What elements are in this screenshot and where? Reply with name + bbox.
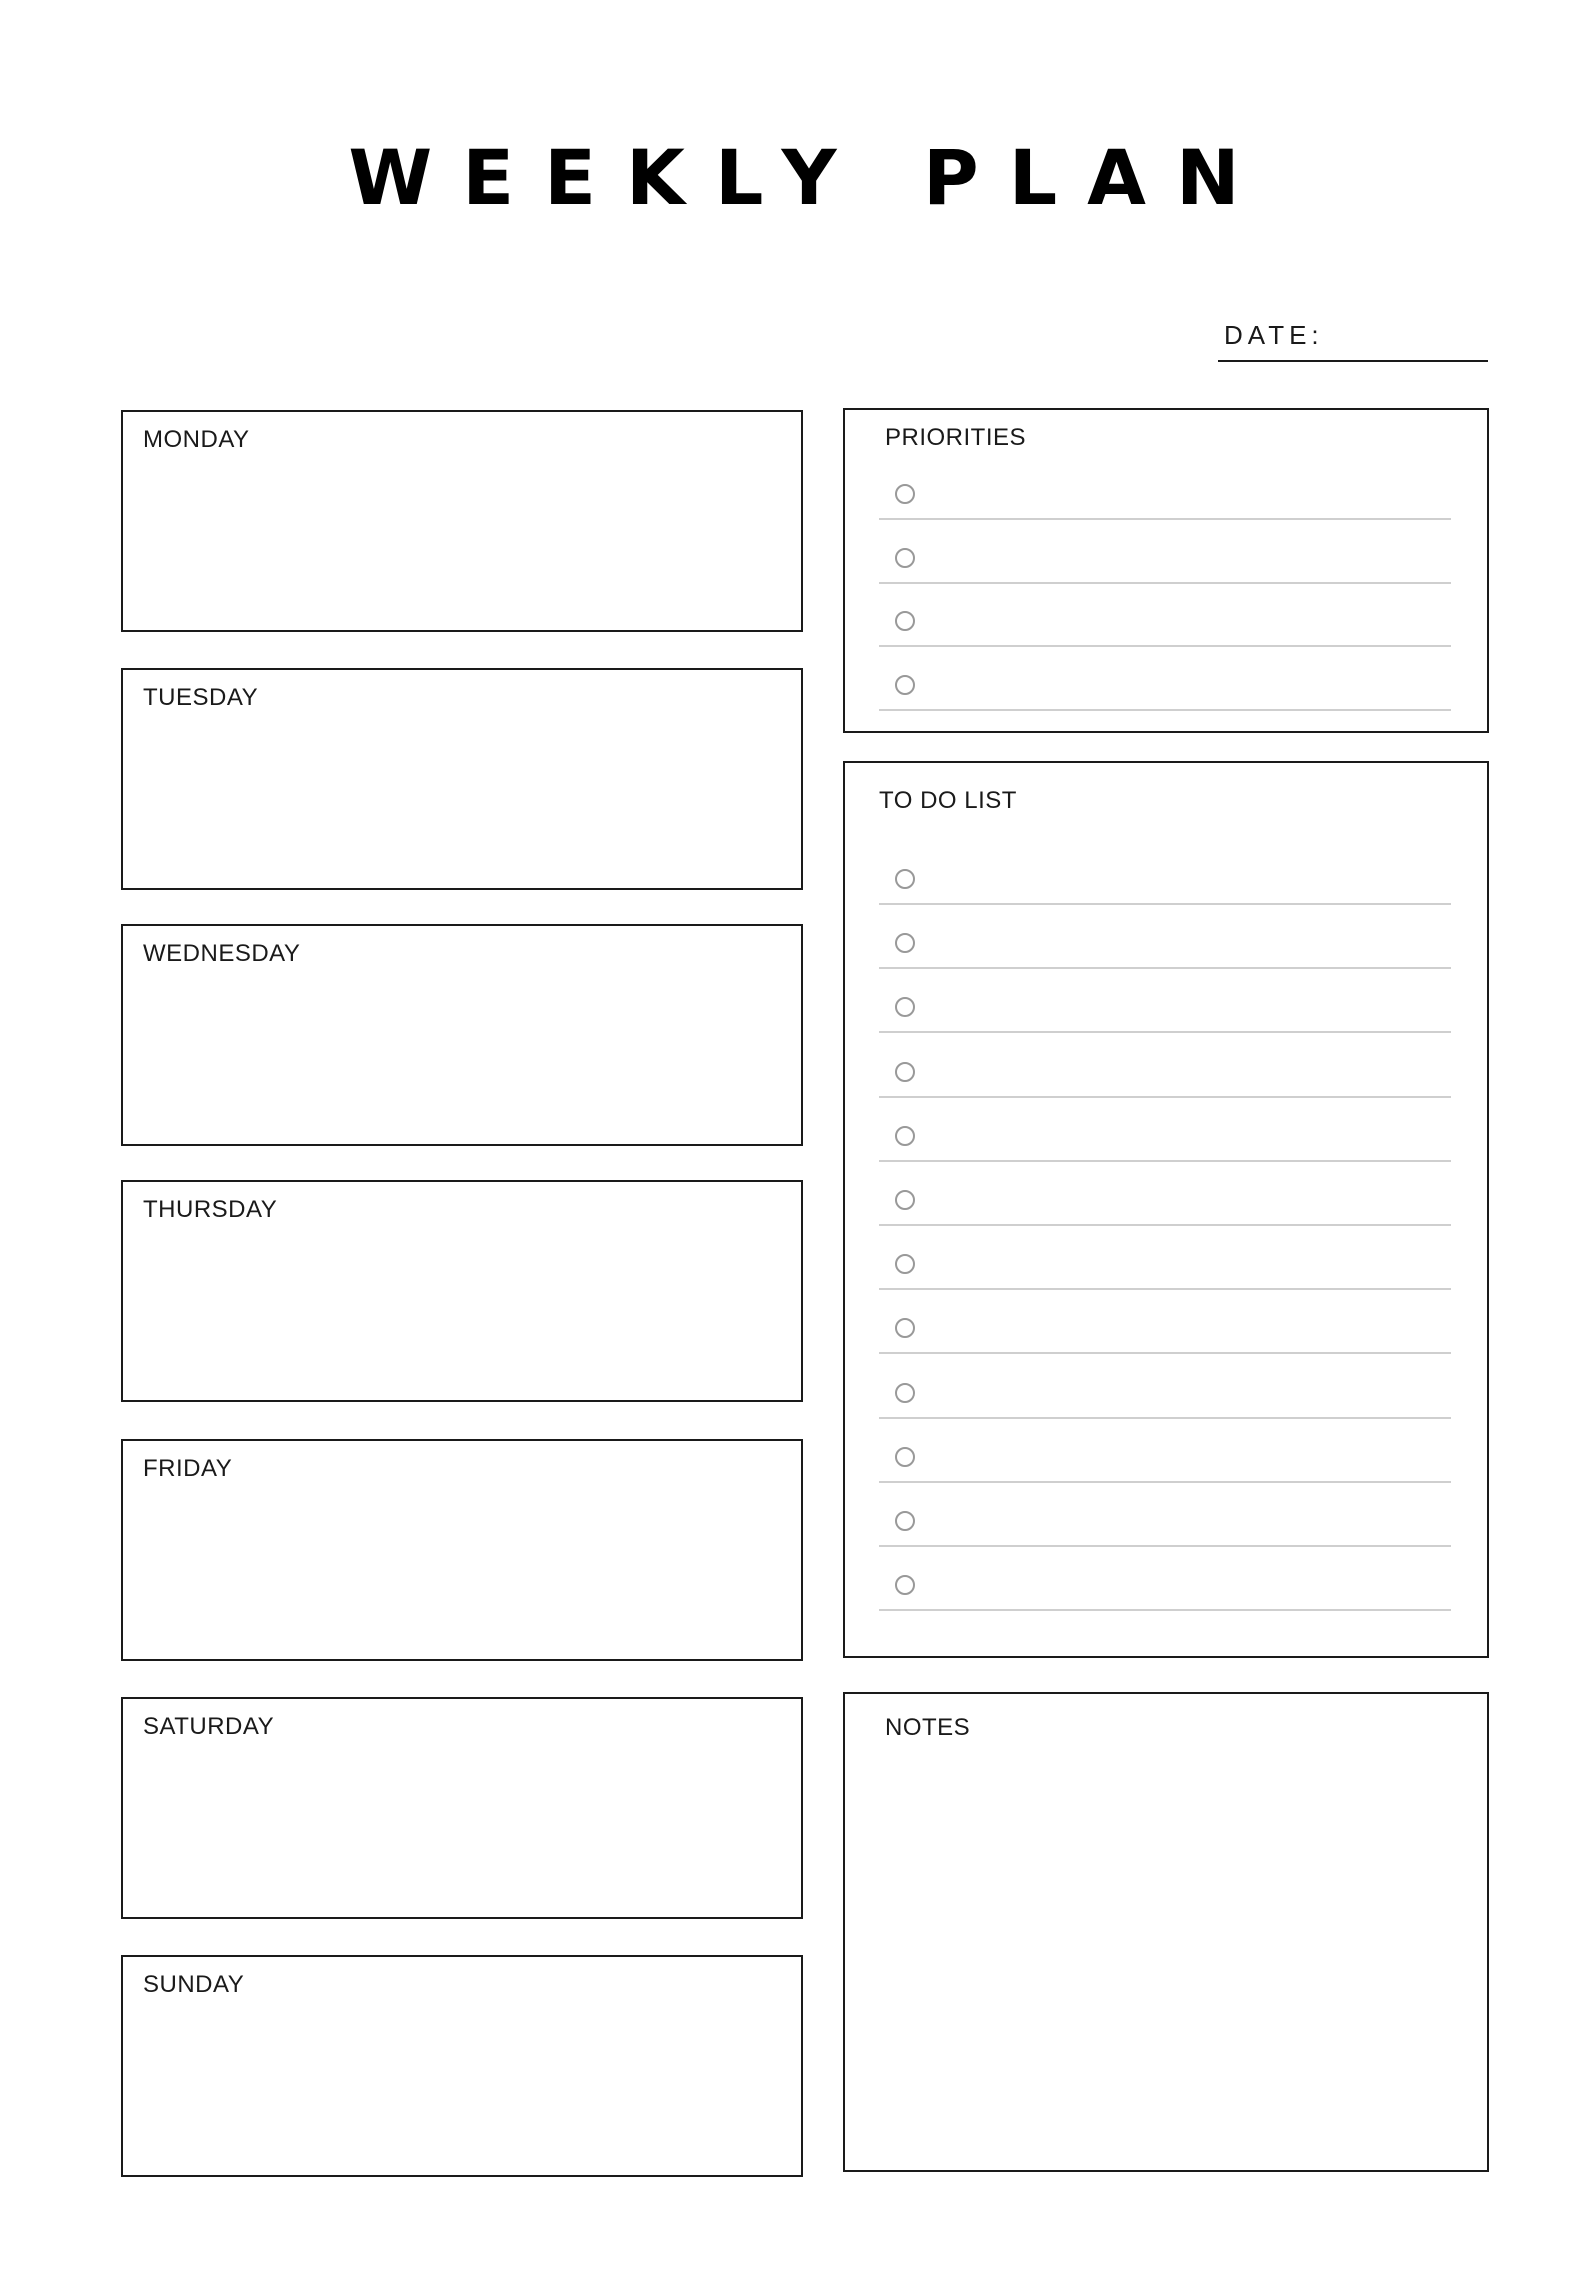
checkbox-circle-icon[interactable]: [895, 1062, 915, 1082]
todo-row[interactable]: [879, 1116, 1451, 1162]
day-label: WEDNESDAY: [143, 940, 301, 967]
date-field[interactable]: [1218, 316, 1488, 362]
priorities-label: PRIORITIES: [885, 424, 1027, 451]
todo-row[interactable]: [879, 1052, 1451, 1098]
day-box-saturday[interactable]: [121, 1697, 803, 1919]
checkbox-circle-icon[interactable]: [895, 1126, 915, 1146]
checkbox-circle-icon[interactable]: [895, 933, 915, 953]
checkbox-circle-icon[interactable]: [895, 1254, 915, 1274]
checkbox-circle-icon[interactable]: [895, 1447, 915, 1467]
priority-row[interactable]: [879, 474, 1451, 520]
todo-row[interactable]: [879, 1373, 1451, 1419]
checkbox-circle-icon[interactable]: [895, 1383, 915, 1403]
checkbox-circle-icon[interactable]: [895, 1511, 915, 1531]
page-title: WEEKLY PLAN: [348, 133, 1270, 222]
notes-label: NOTES: [885, 1714, 971, 1741]
todo-row[interactable]: [879, 1180, 1451, 1226]
checkbox-circle-icon[interactable]: [895, 484, 915, 504]
checkbox-circle-icon[interactable]: [895, 1190, 915, 1210]
todo-row[interactable]: [879, 1565, 1451, 1611]
checkbox-circle-icon[interactable]: [895, 675, 915, 695]
todo-row[interactable]: [879, 1501, 1451, 1547]
todo-row[interactable]: [879, 1437, 1451, 1483]
day-label: TUESDAY: [143, 684, 259, 711]
checkbox-circle-icon[interactable]: [895, 1575, 915, 1595]
notes-box[interactable]: [843, 1692, 1489, 2172]
checkbox-circle-icon[interactable]: [895, 611, 915, 631]
day-box-friday[interactable]: [121, 1439, 803, 1661]
priority-row[interactable]: [879, 601, 1451, 647]
checkbox-circle-icon[interactable]: [895, 1318, 915, 1338]
todo-row[interactable]: [879, 1308, 1451, 1354]
checkbox-circle-icon[interactable]: [895, 548, 915, 568]
day-box-wednesday[interactable]: [121, 924, 803, 1146]
day-label: MONDAY: [143, 426, 250, 453]
day-box-thursday[interactable]: [121, 1180, 803, 1402]
date-label: DATE:: [1224, 320, 1324, 350]
day-box-monday[interactable]: [121, 410, 803, 632]
priority-row[interactable]: [879, 665, 1451, 711]
todo-list-box: [843, 761, 1489, 1658]
checkbox-circle-icon[interactable]: [895, 997, 915, 1017]
todo-row[interactable]: [879, 859, 1451, 905]
todo-row[interactable]: [879, 987, 1451, 1033]
day-label: SATURDAY: [143, 1713, 275, 1740]
priorities-box: [843, 408, 1489, 733]
checkbox-circle-icon[interactable]: [895, 869, 915, 889]
todo-row[interactable]: [879, 1244, 1451, 1290]
day-label: SUNDAY: [143, 1971, 245, 1998]
day-label: THURSDAY: [143, 1196, 278, 1223]
day-box-sunday[interactable]: [121, 1955, 803, 2177]
day-label: FRIDAY: [143, 1455, 233, 1482]
priority-row[interactable]: [879, 538, 1451, 584]
todo-row[interactable]: [879, 923, 1451, 969]
day-box-tuesday[interactable]: [121, 668, 803, 890]
todo-list-label: TO DO LIST: [879, 787, 1017, 814]
